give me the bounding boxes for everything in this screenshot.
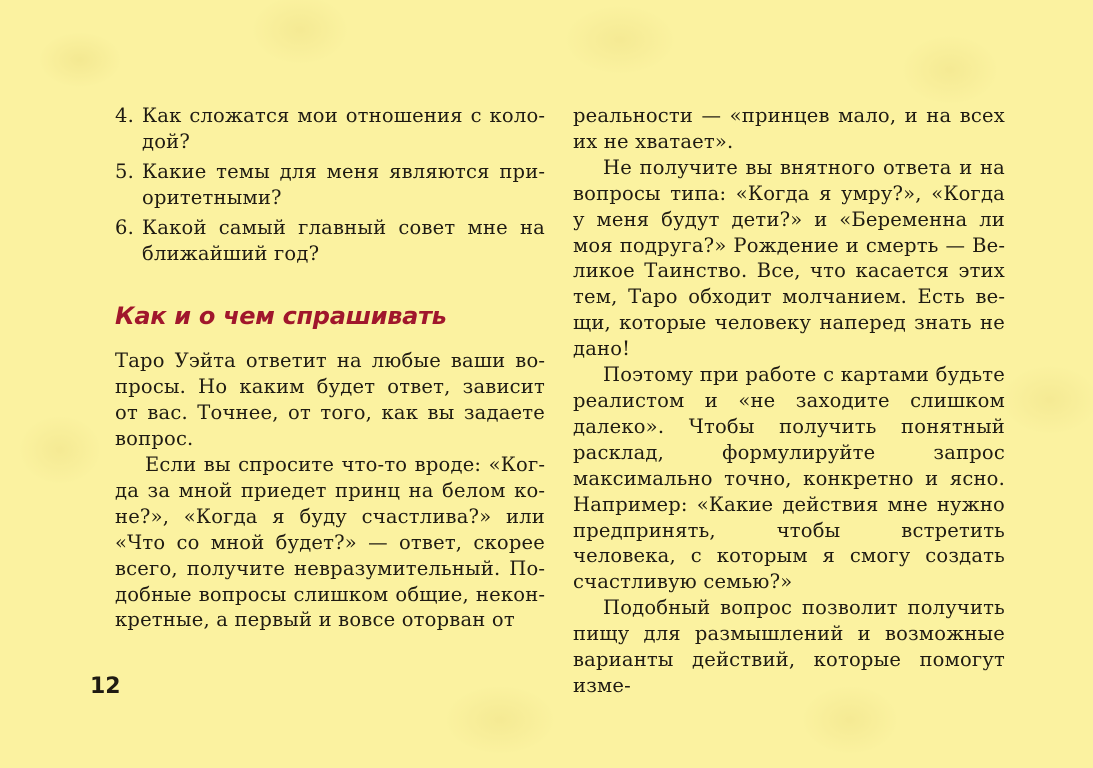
list-item xyxy=(115,103,545,155)
page-number: 12 xyxy=(90,674,121,699)
left-column xyxy=(115,103,545,633)
right-column xyxy=(573,103,1005,699)
list-item-number: 4. xyxy=(115,104,135,127)
list-item-number: 5. xyxy=(115,159,135,183)
list-item-text: Как сложатся мои отношения с колодой? xyxy=(142,104,545,153)
paragraph: Подобный вопрос позволит получить пищу для размышлений и возможные варианты действий, которые помогут изме- xyxy=(573,596,1005,697)
paragraph: Поэтому при работе с картами будьте реалистом и «не заходите слишком далеко». Чтобы получить понятный расклад, формулируйте запрос максимально точно, конкретно и ясно. Например: «Какие действия мне нужно предпринять, чтобы встретить человека, с которым я смогу создать счастливую семью?» xyxy=(573,363,1005,594)
list-item-text: Какие темы для меня являются приоритетными? xyxy=(142,159,545,209)
list-item xyxy=(115,215,545,267)
section-title: Как и о чем спрашивать xyxy=(115,302,447,331)
list-item-text: Какой самый главный совет мне на ближайший год? xyxy=(142,215,545,265)
paragraph: Не получите вы внятного ответа и на вопросы типа: «Когда я умру?», «Когда у меня будут дети?» и «Беременна ли моя подруга?» Рождение и смерть — Великое Таинство. Все, что касается этих тем, Таро обходит молчанием. Есть вещи, которые человеку наперед знать не дано! xyxy=(573,155,1005,361)
question-list xyxy=(115,103,545,266)
list-item xyxy=(115,159,545,211)
list-item-number: 6. xyxy=(115,215,135,239)
paragraph: Если вы спросите что-то вроде: «Когда за мной приедет принц на белом коне?», «Когда я буду счастлива?» или «Что со мной будет?» — ответ, скорее всего, получите невразумительный. Подобные вопросы слишком общие, неконкретные, а первый и вовсе оторван от xyxy=(115,452,545,632)
paragraph: Таро Уэйта ответит на любые ваши вопросы. Но каким будет ответ, зависит от вас. Точнее, от того, как вы задаете вопрос. xyxy=(115,349,545,451)
paragraph: реальности — «принцев мало, и на всех их не хватает». xyxy=(573,104,1005,153)
